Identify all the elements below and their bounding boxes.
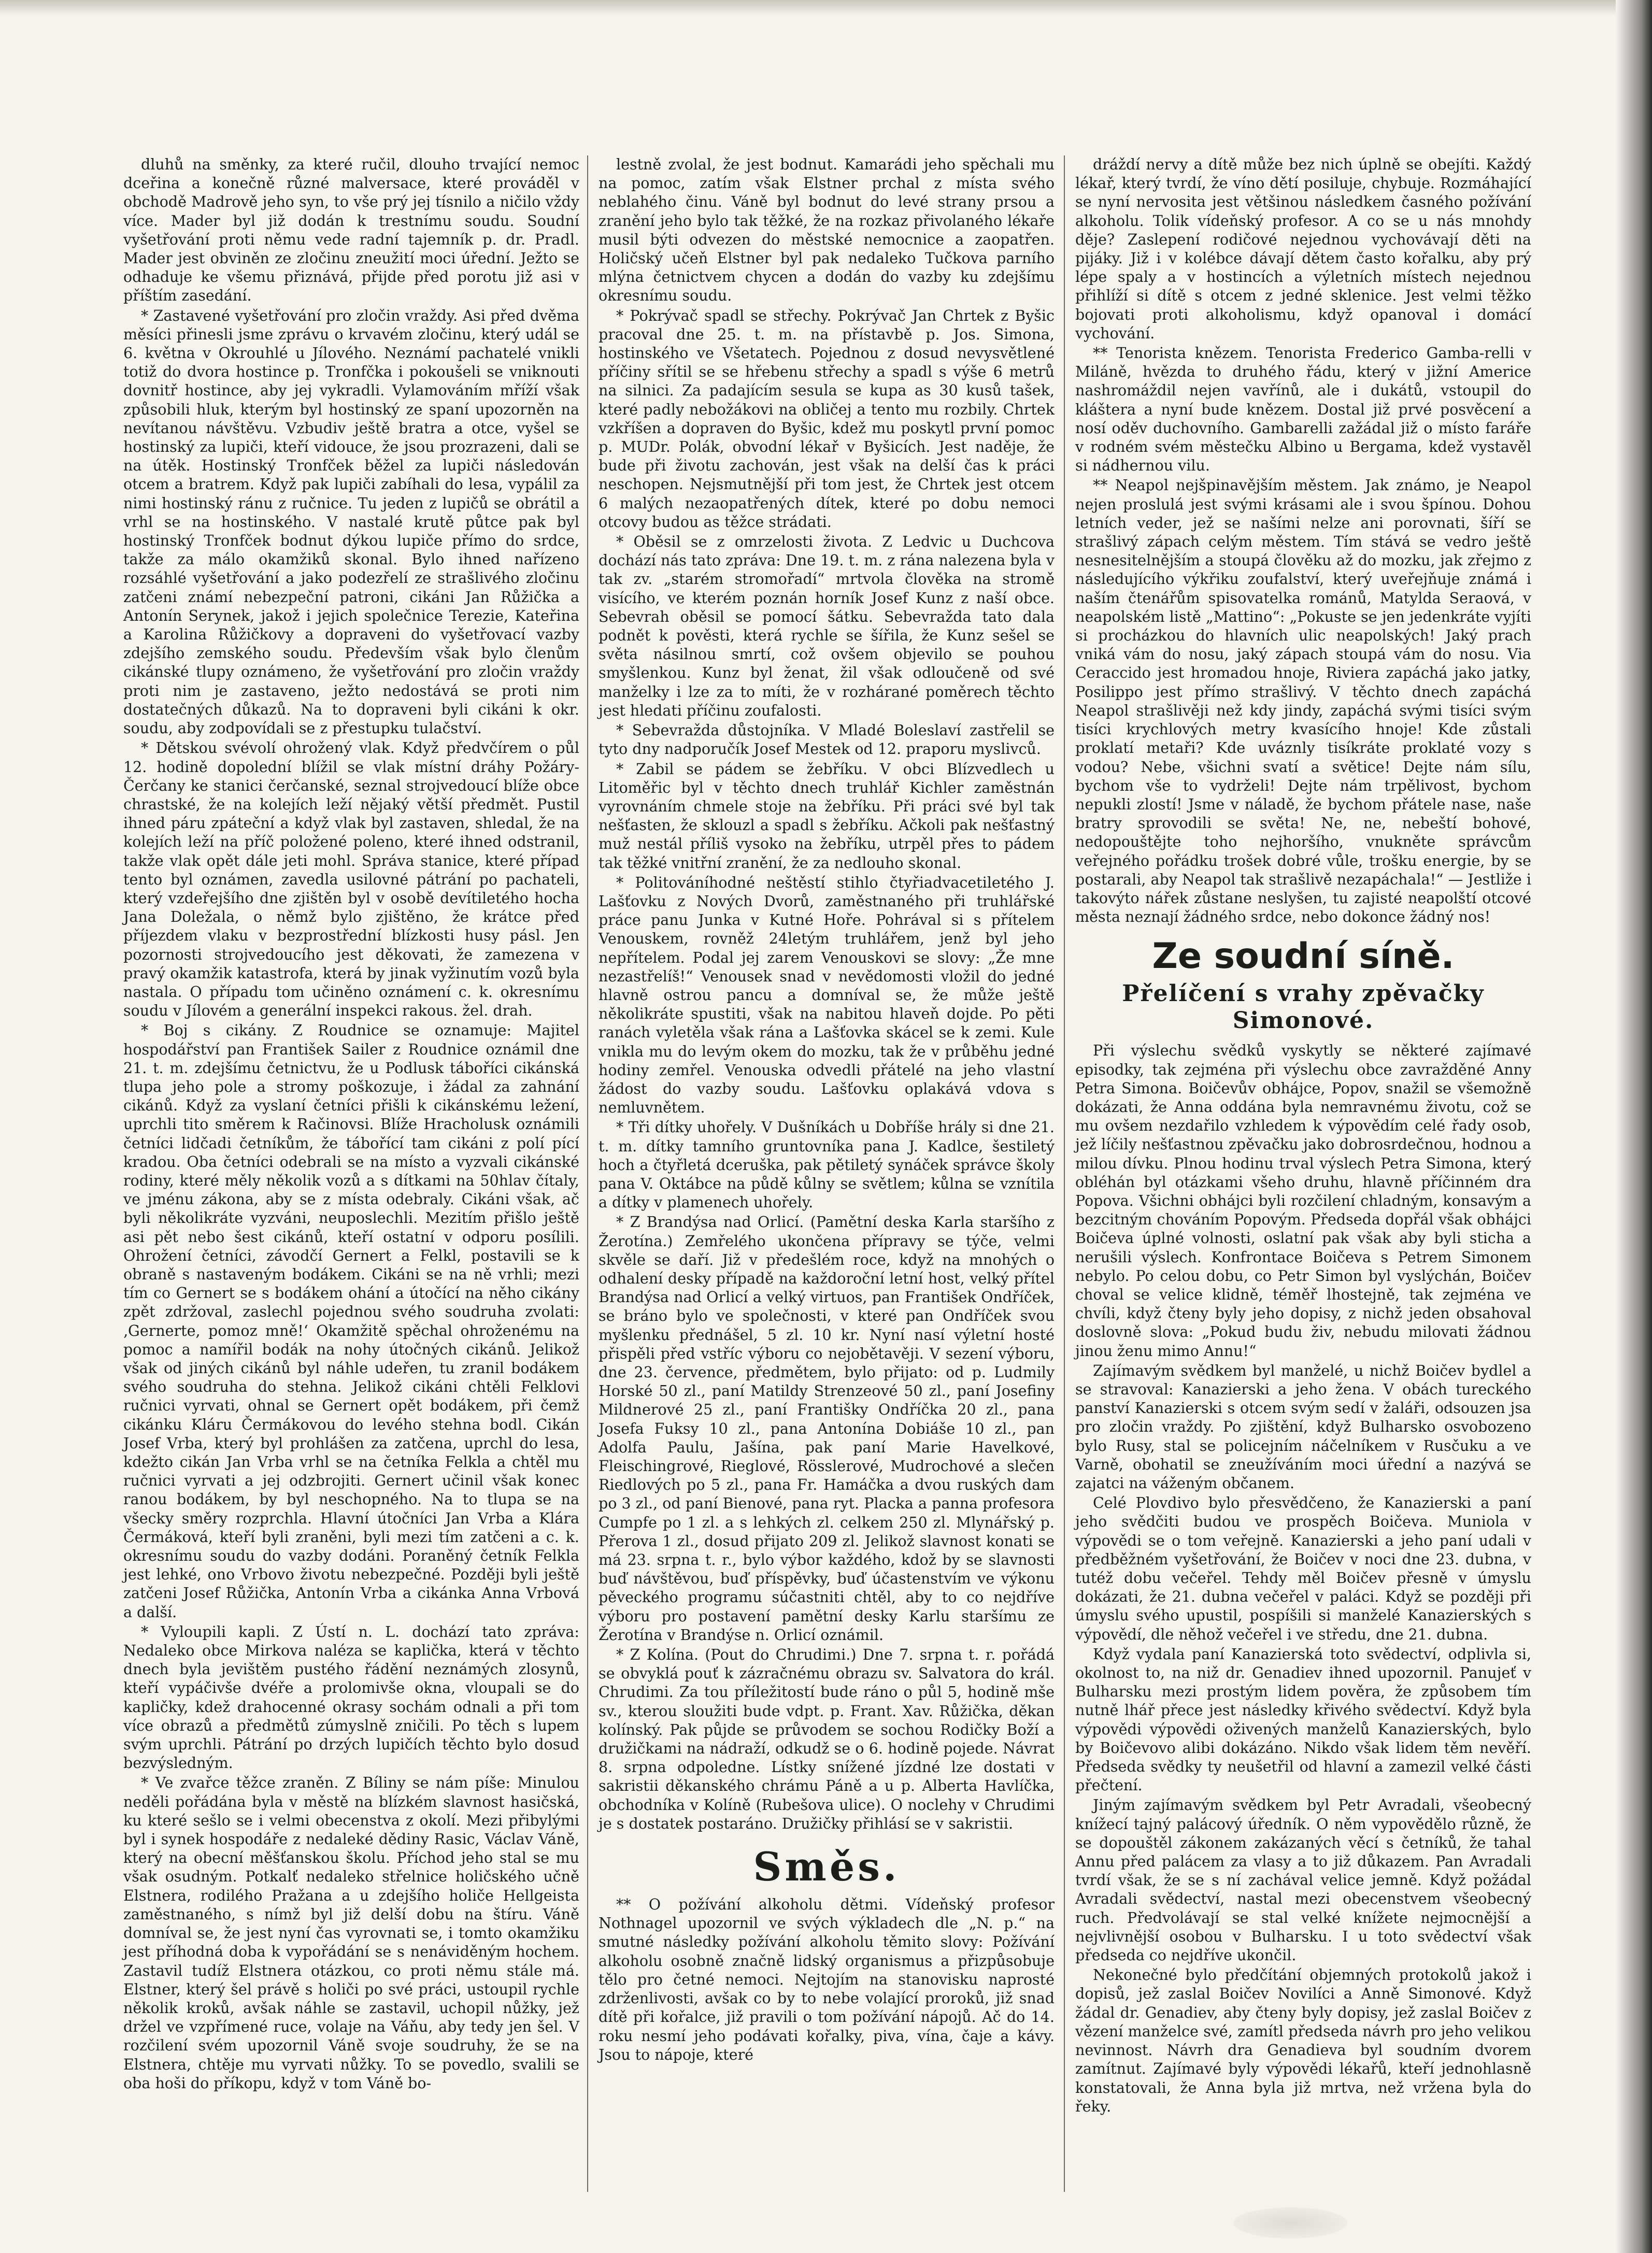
article-text: Celé Plovdivo bylo přesvědčeno, že Kanazierski a paní jeho svědčiti budou ve prospěch Boičeva. Muniola v výpovědi se o tom veřejně. Kanazierski a jeho paní udali v předběžném vyšetřování, že Boičev v noci dne 23. dubna, v tutéž dobu večeřel. Tehdy měl Boičev přesně v úmyslu dokázati, že 21. dubna večeřel v paláci. Když se později při úmyslu svého upustil, pospíšili si manželé Kanazierských s výpovědí, dle něhož večeřel i ve středu, dne 21. dubna. xyxy=(1075,1494,1531,1643)
article-text: * Dětskou svévolí ohrožený vlak. Když předvčírem o půl 12. hodině dopolední blížil se vlak místní dráhy Požáry-Čerčany ke stanici čerčanské, seznal strojvedoucí blíže obce chrastské, že na kolejích leží nějaký větší předmět. Pustil ihned páru zpáteční a když vlak byl zastaven, shledal, že na kolejích leží na příč položené poleno, které ihned odstranil, takže vlak opět dále jeti mohl. Správa stanice, které případ tento byl oznámen, zavedla usilovné pátrání po pachateli, který vzdeřejšího dne zjištěn byl v osobě devítiletého hocha Jana Doležala, o němž bylo zjištěno, že krátce před příjezdem vlaku v bezprostřední blízkosti husy pásl. Jen pozornosti strojvedoucího jest děkovati, že zamezena v pravý okamžik katastrofa, která by jinak vyžinutím vozů byla nastala. O případu tom učiněno oznámení c. k. okresnímu soudu v Jílovém a generální inspekci rakous. žel. drah. xyxy=(123,739,579,1020)
article-text: * Z Kolína. (Pout do Chrudimi.) Dne 7. srpna t. r. pořádá se obvyklá pouť k zázračnému obrazu sv. Salvatora do král. Chrudimi. Za tou příležitostí bude ráno o půl 5, hodině mše sv., kterou sloužiti bude vdpt. p. Frant. Xav. Růžička, děkan kolínský. Pak půjde se průvodem se sochou Rodičky Boží a družičkami na nádraží, odkudž se o 6. hodině pojede. Návrat 8. srpna odpoledne. Lístky snížené jízdné lze dostati v sakristii děkanského chrámu Páně a u p. Alberta Havlíčka, obchodníka v Kolíně (Rubešova ulice). O noclehy v Chrudimi je s dostatek postaráno. Družičky přihlásí se v sakristii. xyxy=(599,1646,1055,1832)
article-text: * Ve zvařce těžce zraněn. Z Bíliny se nám píše: Minulou neděli pořádána byla v městě na blízkém slavnost hasičská, ku které sešlo se i velmi obecenstva z okolí. Mezi přibylými byl i synek hospodáře z nedaleké dědiny Rasic, Václav Váně, který na obecní měšťanskou školu. Příchod jeho stal se mu však osudným. Potkalť nedaleko střelnice holičského učně Elstnera, rodilého Pražana a u zdejšího holiče Hellgeista zaměstnaného, s nímž byl již delší dobu na štíru. Váně domníval se, že jest nyní čas vyrovnati se, i tomto okamžiku jest příhodná doba k vypořádání se s nenáviděným hochem. Zastavil tudíž Elstnera otázkou, co proti němu stále má. Elstner, který šel právě s holiči po své práci, ustoupil rychle několik kroků, avšak náhle se zastavil, uchopil nůžky, jež držel ve vzpřímené ruce, volaje na Váňu, aby tedy jen šel. V rozčilení svém upozornil Váně svoje soudruhy, že se na Elstnera, chtěje mu vyrvati nůžky. To se povedlo, svalili se oba hoši do příkopu, když v tom Váně bo- xyxy=(123,1774,579,2092)
article-text: * Zabil se pádem se žebříku. V obci Blízvedlech u Litoměřic byl v těchto dnech truhlář Kichler zaměstnán vyrovnáním chmele stoje na žebříku. Při práci své byl tak nešťasten, že sklouzl a spadl s žebříku. Ačkoli pak nešťastný muž nestál příliš vysoko na žebříku, utrpěl přes to pádem tak těžké vnitřní zranění, že za nedlouho skonal. xyxy=(599,760,1055,872)
article-text: * Oběsil se z omrzelosti života. Z Ledvic u Duchcova dochází nás tato zpráva: Dne 19. t. m. z rána nalezena byla v tak zv. „starém stromořadí“ mrtvola člověka na stromě visícího, ve kterém poznán horník Josef Kunz z naší obce. Sebevrah oběsil se pomocí šátku. Sebevražda tato dala podnět k pověsti, která rychle se šířila, že Kunz sešel se světa násilnou smrtí, což ovšem objevilo se pouhou smyšlenkou. Kunz byl ženat, žil však odloučeně od své manželky i lze za to míti, že v rozhárané poměrech těchto jest hledati příčinu zoufalosti. xyxy=(599,533,1055,719)
column-right xyxy=(1075,155,1531,2117)
article-text: ** Tenorista knězem. Tenorista Frederico Gamba-relli v Miláně, hvězda to druhého řádu, který v jižní Americe nashromáždil nejen vavřínů, ale i dukátů, vstoupil do kláštera a nyní bude knězem. Dostal již prvé posvěcení a nosí oděv duchovního. Gambarelli zažádal již o místo faráře v rodném svém městečku Albino u Bergama, kdež vystavěl si nádhernou vilu. xyxy=(1075,345,1531,475)
article-text: Nekonečné bylo předčítání objemných protokolů jakož i dopisů, jež zaslal Boičev Novilíci a Anně Simonové. Když žádal dr. Genadiev, aby čteny byly dopisy, jež zaslal Boičev z vězení manželce své, zamítl předseda návrh pro jeho velikou nevinnost. Návrh dra Genadieva byl soudním dvorem zamítnut. Zajímavé byly výpovědi lékařů, kteří jednohlasně konstatovali, že Anna byla již mrtva, než vržena byla do řeky. xyxy=(1075,1966,1531,2115)
article-text: * Politováníhodné neštěstí stihlo čtyřiadvacetiletého J. Lašťovku z Nových Dvorů, zaměstnaného při truhlářské práce panu Junka v Kutné Hoře. Pohrával si s přítelem Venouskem, rovněž 24letým truhlářem, jenž byl jeho nepřítelem. Podal jej zarem Venouskovi se slovy: „Že mne nezastřelíš!“ Venousek snad v nevědomosti vložil do jedné hlavně ostrou pancu a domníval se, že může ještě několikráte spustiti, však na nabitou hlaveň dojde. Po pěti ranách vyletěla však rána a Lašťovka skácel se k zemi. Kule vnikla mu do levým okem do mozku, tak že v průběhu jedné hodiny zemřel. Venouska odvedli přátelé na jeho vlastní žádost do vazby soudu. Lašťovku oplakává vdova s nemluvnětem. xyxy=(599,874,1055,1117)
column-left xyxy=(123,155,579,2094)
article-text: ** O požívání alkoholu dětmi. Vídeňský profesor Nothnagel upozornil ve svých výkladech dle „N. p.“ na smutné následky požívání alkoholu těmito slovy: Požívání alkoholu osobně značně lidský organismus a přizpůsobuje tělo pro četné nemoci. Nejtojím na stanovisku naprosté zdrženlivosti, avšak co by to nebe volající proroků, již snad dítě při kořalce, již pravili o tom požívání nápojů. Ač do 14. roku nesmí jeho podávati kořalky, piva, vína, čaje a kávy. Jsou to nápoje, které xyxy=(599,1896,1055,2063)
article-text: * Zastavené vyšetřování pro zločin vraždy. Asi před dvěma měsíci přinesli jsme zprávu o krvavém zločinu, který udál se 6. května v Okrouhlé u Jílového. Neznámí pachatelé vnikli totiž do dvora hostince p. Tronfčka i pokoušeli se vniknouti dovnitř hostince, aby jej vykradli. Vylamováním mříží však způsobili hluk, kterým byl hostinský ze spaní upozorněn na nevítanou návštěvu. Vzbudiv ještě bratra a otce, vyšel se hostinský za lupiči, kteří vidouce, že jsou prozrazeni, dali se na útěk. Hostinský Tronfček běžel za lupiči následován otcem a bratrem. Když pak lupiči zabíhali do lesa, vypálil za nimi hostinský ránu z ručnice. Tu jeden z lupičů se obrátil a vrhl se na hostinského. V nastalé krutě půtce pak byl hostinský Tronfček bodnut dýkou lupiče přímo do srdce, takže za málo okamžiků skonal. Bylo ihned nařízeno rozsáhlé vyšetřování a jako podezřelí ze strašlivého zločinu zatčeni známí nebezpeční patroni, cikáni Jan Růžička a Antonín Serynek, jakož i jejich společnice Terezie, Kateřina a Karolina Růžičkovy a dopraveni do vyšetřovací vazby zdejšího zemského soudu. Především však bylo členům cikánské tlupy oznámeno, že vyšetřování pro zločin vraždy proti nim je zastaveno, ježto nedostává se proti nim dostatečných důkazů. Na to dopraveni byli cikáni k okr. soudu, aby zodpovídali se z přestupku tulačství. xyxy=(123,307,579,737)
article-text: * Boj s cikány. Z Roudnice se oznamuje: Majitel hospodářství pan František Sailer z Roudnice oznámil dne 21. t. m. zdejšímu četnictvu, že u Podlusk táboříci cikánská tlupa jeho pole a stromy poškozuje, i žádal za zahnání cikánů. Když za vyslaní četníci přišli k cikánskému ležení, uprchli tito směrem k Račinovsi. Blíže Hracholusk oznámili četníci lidčadi četníkům, že tábořící tam cikáni z polí pící kradou. Oba četníci odebrali se na místo a vyzvali cikánské rodiny, které měly několik vozů a s dítkami na 50hlav čítaly, ve jménu zákona, aby se z místa odebraly. Cikáni však, ač byli několikráte vyzváni, neuposlechli. Mezitím přišlo ještě asi pět nebo šest cikánů, kteří ostatní v odporu posílili. Ohrožení četníci, závodčí Gernert a Felkl, postavili se k obraně s nastaveným bodákem. Cikáni se na ně vrhli; mezi tím co Gernert se s bodákem ohání a útočící na něho cikány zpět zdržoval, zaslechl pojednou svého soudruha zvolati: ‚Gernerte, pomoz mně!‘ Okamžitě spěchal ohroženému na pomoc a namířil bodák na nohy útočných cikánů. Jelikož však od jiných cikánů byl náhle udeřen, tu zranil bodákem svého soudruha do stehna. Jelikož cikáni chtěli Felklovi ručnici vyrvati, ohnal se Gernert opět bodákem, při čemž cikánku Kláru Čermákovou do levého stehna bodl. Cikán Josef Vrba, který byl prohlášen za zatčena, uprchl do lesa, kdežto cikán Jan Vrba vrhl se na četníka Felkla a chtěl mu ručnici vyrvati a jej odzbrojiti. Gernert učinil však konec ranou bodákem, by byl neschopného. Na to tlupa se na všecky směry rozprchla. Hlavní útočníci Jan Vrba a Klára Čermáková, kteří byli zraněni, byli mezi tím zatčeni a c. k. okresnímu soudu do vazby dodáni. Poraněný četník Felkla jest lehké, ono Vrbovo životu nebezpečné. Později byli ještě zatčeni Josef Růžička, Antonín Vrba a cikánka Anna Vrbová a další. xyxy=(123,1022,579,1621)
page-right-edge xyxy=(1616,0,1652,2253)
column-divider xyxy=(587,155,588,2192)
article-text: dluhů na směnky, za které ručil, dlouho trvající nemoc dceřina a konečně různé malversace, které prováděl v obchodě Madrově jeho syn, to vše prý jej tísnilo a ničilo vždy více. Mader byl již dodán k trestnímu soudu. Soudní vyšetřování proti němu vede radní tajemník p. dr. Pradl. Mader jest obviněn ze zločinu zneužití moci úřední. Ježto se odhaduje ke všemu přiznává, přijde před porotu již asi v příštím zasedání. xyxy=(123,156,579,305)
article-text: * Sebevražda důstojníka. V Mladé Boleslaví zastřelil se tyto dny nadporučík Josef Mestek od 12. praporu myslivců. xyxy=(599,722,1055,758)
article-text: dráždí nervy a dítě může bez nich úplně se obejíti. Každý lékař, který tvrdí, že víno dětí posiluje, chybuje. Rozmáhající se nyní nervosita jest většinou následkem časného požívání alkoholu. Tolik vídeňský profesor. A co se u nás mnohdy děje? Zaslepení rodičové nejednou vychovávají děti na pijáky. Již i v kolébce dávají dětem často kořalku, aby prý lépe spaly a v hostincích a výletních místech nejednou přihlíží si dítě s otcem z jedné sklenice. Jest velmi těžko bojovati proti alkoholismu, když opanoval i domácí vychování. xyxy=(1075,156,1531,342)
section-subheading: Přelíčení s vrahy zpěvačky Simonové. xyxy=(1122,980,1485,1034)
article-text: * Vyloupili kapli. Z Ústí n. L. dochází tato zpráva: Nedaleko obce Mirkova naléza se kaplička, která v těchto dnech byla jevištěm pustého řádění neznámých zlosynů, kteří vypáčivše dvéře a prolomivše okna, vloupali se do kapličky, kdež drahocenné okrasy sochám odnali a při tom více obrazů a předmětů zúmyslně zničili. Po těch s lupem svým uprchli. Pátrání po drzých lupičích těchto bylo dosud bezvýsledným. xyxy=(123,1623,579,1772)
article-text: Když vydala paní Kanazierská toto svědectví, odplivla si, okolnost to, na niž dr. Genadiev ihned upozornil. Panujeť v Bulharsku mezi prostým lidem pověra, že způsobem tím nutně lhář přece jest následky křivého svědectví. Když byla výpovědi výpovědi oživených manželů Kanazierských, bylo by Boičevovo alibi dokázáno. Nikdo však lidem těm nevěří. Předseda svědky ty neušetřil od hlavní a zamezil velké části přečtení. xyxy=(1075,1645,1531,1794)
article-text: Při výslechu svědků vyskytly se některé zajímavé episodky, tak zejména při výslechu obce zavražděné Anny Petra Simona. Boičevův obhájce, Popov, snažil se všemožně dokázati, že Anna oddána byla nemravnému životu, což se mu ovšem nezdařilo vzhledem k výpovědím celé řady osob, jež líčily nešťastnou zpěvačku jako dobrosrdečnou, hodnou a milou dívku. Plnou hodinu trval výslech Petra Simona, který obléhán byl otázkami všeho druhu, hlavně příčinném dra Popova. Všichni obhájci byli rozčilení chladným, konsavým a bezcitným chováním Popovým. Předseda dopřál však obhájci Boičeva úplné volnosti, oslatní pak však aby byli sticha a nerušili výslech. Konfrontace Boičeva s Petrem Simonem nebylo. Po celou dobu, co Petr Simon byl vyslýchán, Boičev choval se velice klidně, téměř lhostejně, tak zejména ve chvíli, když čteny byly jeho dopisy, z nichž jeden obsahoval doslovně slova: „Pokud budu živ, nebudu milovati žádnou jinou ženu mimo Annu!“ xyxy=(1075,1042,1531,1360)
paper-stain xyxy=(1233,2207,1347,2238)
section-heading-court: Ze soudní síně. xyxy=(1152,936,1455,977)
article-text: * Pokrývač spadl se střechy. Pokrývač Jan Chrtek z Byšic pracoval dne 25. t. m. na přístavbě p. Jos. Simona, hostinského ve Všetatech. Pojednou z dosud nevysvětlené příčiny sřítil se se hřebenu střechy a spadl s výše 6 metrů na silnici. Za padajícím sesula se kupa as 30 kusů tašek, které padly nebožákovi na obličej a tento mu rozbily. Chrtek vzkříšen a dopraven do Byšic, kdež mu poskytl první pomoc p. MUDr. Polák, obvodní lékař v Byšicích. Jest naděje, že bude při životu zachován, jest však na delší čas k práci neschopen. Nejsmutnější při tom jest, že Chrtek jest otcem 6 malých nezaopatřených dítek, které po dobu nemoci otcovy budou as těžce strádati. xyxy=(599,307,1055,531)
article-text: * Z Brandýsa nad Orlicí. (Pamětní deska Karla staršího z Žerotína.) Zemřelého ukončena přípravy se týče, velmi skvěle se daří. Již v předešlém roce, když na mnohých o odhalení desky případě na každoroční letní host, velký přítel Brandýsa nad Orlicí a velký virtuos, pan František Ondříček, se bráno bylo ve společnosti, v které pan Ondříček svou myšlenku přednášel, 5 zl. 10 kr. Nyní nasí výletní hosté přispěli před vstříc výboru co nejobětavěji. V sezení výboru, dne 23. července, předmětem, bylo přijato: od p. Ludmily Horské 50 zl., paní Matildy Strenzeové 50 zl., paní Josefiny Mildnerové 25 zl., paní Františky Ondříčka 20 zl., pana Josefa Fuksy 10 zl., pana Antonína Dobiáše 10 zl., pan Adolfa Paulu, Jašína, pak paní Marie Havelkové, Fleischingrové, Rieglové, Rösslerové, Mudrochové a slečen Riedlových po 5 zl., pana Fr. Hamáčka a dvou ruských dam po 3 zl., od paní Bienové, pana ryt. Placka a panna profesora Cumpfe po 1 zl. a s lehkých zl. celkem 250 zl. Mlynářský p. Přerova 1 zl., dosud přijato 209 zl. Jelikož slavnost konati se má 23. srpna t. r., bylo výbor každého, kdož by se slavnosti buď návštěvou, buď příspěvky, buď účastenstvím ve výkonu pěveckého programu súčastniti chtěl, aby to co nejdříve výboru pro postavení pamětní desky Karlu staršímu ze Žerotína v Brandýse n. Orlicí oznámil. xyxy=(599,1214,1055,1644)
column-middle xyxy=(599,155,1055,2065)
article-text: lestně zvolal, že jest bodnut. Kamarádi jeho spěchali mu na pomoc, zatím však Elstner prchal z místa svého neblahého činu. Váně byl bodnut do levé strany prsou a zranění jeho bylo tak těžké, že na rozkaz přivolaného lékaře musil býti odvezen do městské nemocnice a zaopatřen. Holičský učeň Elstner byl pak nedaleko Tučkova parního mlýna četnictvem chycen a dodán do vazby ku zdejšímu okresnímu soudu. xyxy=(599,156,1055,305)
article-text: Zajímavým svědkem byl manželé, u nichž Boičev bydlel a se stravoval: Kanazierski a jeho žena. V obách tureckého panství Kanazierski s otcem svým sedí v žaláři, odsouzen jsa pro zločin vraždy. Po zjištění, když Bulharsko osvobozeno bylo Rusy, stal se policejním náčelníkem v Rusčuku a ve Varně, obohatil se zneužíváním moci úřední a nazývá se zajatci na váženým občanem. xyxy=(1075,1362,1531,1492)
page-top-edge xyxy=(0,0,1652,16)
column-divider xyxy=(1064,155,1065,2192)
section-heading-smes: Směs. xyxy=(753,1844,900,1890)
article-text: ** Neapol nejšpinavějším městem. Jak známo, je Neapol nejen proslulá jest svými krásami ale i svou špínou. Dohou letních veder, jež se našími nelze ani porovnati, šíří se strašlivý zápach celým městem. Tím stává se vedro ještě nesnesitelnějším a stoupá člověku až do mozku, jak zřejmo z následujícího výkřiku zoufalství, který uveřejňuje známá i naším čtenářům spisovatelka románů, Matylda Seraová, v neapolském listě „Mattino“: „Pokuste se jen jedenkráte vyjíti si procházkou do hlavních ulic neapolských! Jaký prach vniká vám do nosu, jaký zápach stoupá vám do nosu. Via Ceraccido jest hromadou hnoje, Riviera zapáchá jako jatky, Posilippo jest přímo strašlivý. V těchto dnech zapáchá Neapol strašlivěji než kdy jindy, zapáchá svými tisíci svým tisíci krychlových metry kvasícího hnoje! Kde zůstali proklatí metaři? Kde uváznly tisíkráte proklaté vozy s vodou? Nebe, všichni svatí a světice! Dejte nám sílu, bychom vše to vydrželi! Dejte nám trpělivost, bychom nepukli zlostí! Jsme v náladě, že bychom přátele nase, naše bratry sprovodili se světa! Ne, ne, nebeští bohové, nedopouštějte toho nejhoršího, vnukněte správcům veřejného pořádku trošek dobré vůle, trošku energie, by se postarali, aby Neapol tak strašlivě nezapáchala!“ — Jestliže i takovýto nářek zůstane neslyšen, tu zajisté neapolští otcové města neznají žádného srdce, nebo dokonce žádný nos! xyxy=(1075,477,1531,926)
article-text: * Tři dítky uhořely. V Dušníkách u Dobříše hrály si dne 21. t. m. dítky tamního gruntovníka pana J. Kadlce, šestiletý hoch a čtyřletá dceruška, pak pětiletý synáček správce školy pana V. Oktábce na půdě kůlny se světlem; kůlna se vznítila a dítky v plamenech uhořely. xyxy=(599,1119,1055,1211)
article-text: Jiným zajímavým svědkem byl Petr Avradali, všeobecný knížecí tajný palácový úředník. O něm vypovědělo různě, že se dopouštěl zákonem zakázaných věcí s četníků, že tahal Annu před palácem za vlasy a to již důkazem. Pan Avradali tvrdí však, že se s ní zachával velice jemně. Když požádal Avradali svědectví, nastal mezi obecenstvem všeobecný ruch. Předvolávají se stal velké knížete nejmocnější a nejvlivnější osobou v Bulharsku. I u toto svědectví však předseda co nejdříve ukončil. xyxy=(1075,1796,1531,1964)
